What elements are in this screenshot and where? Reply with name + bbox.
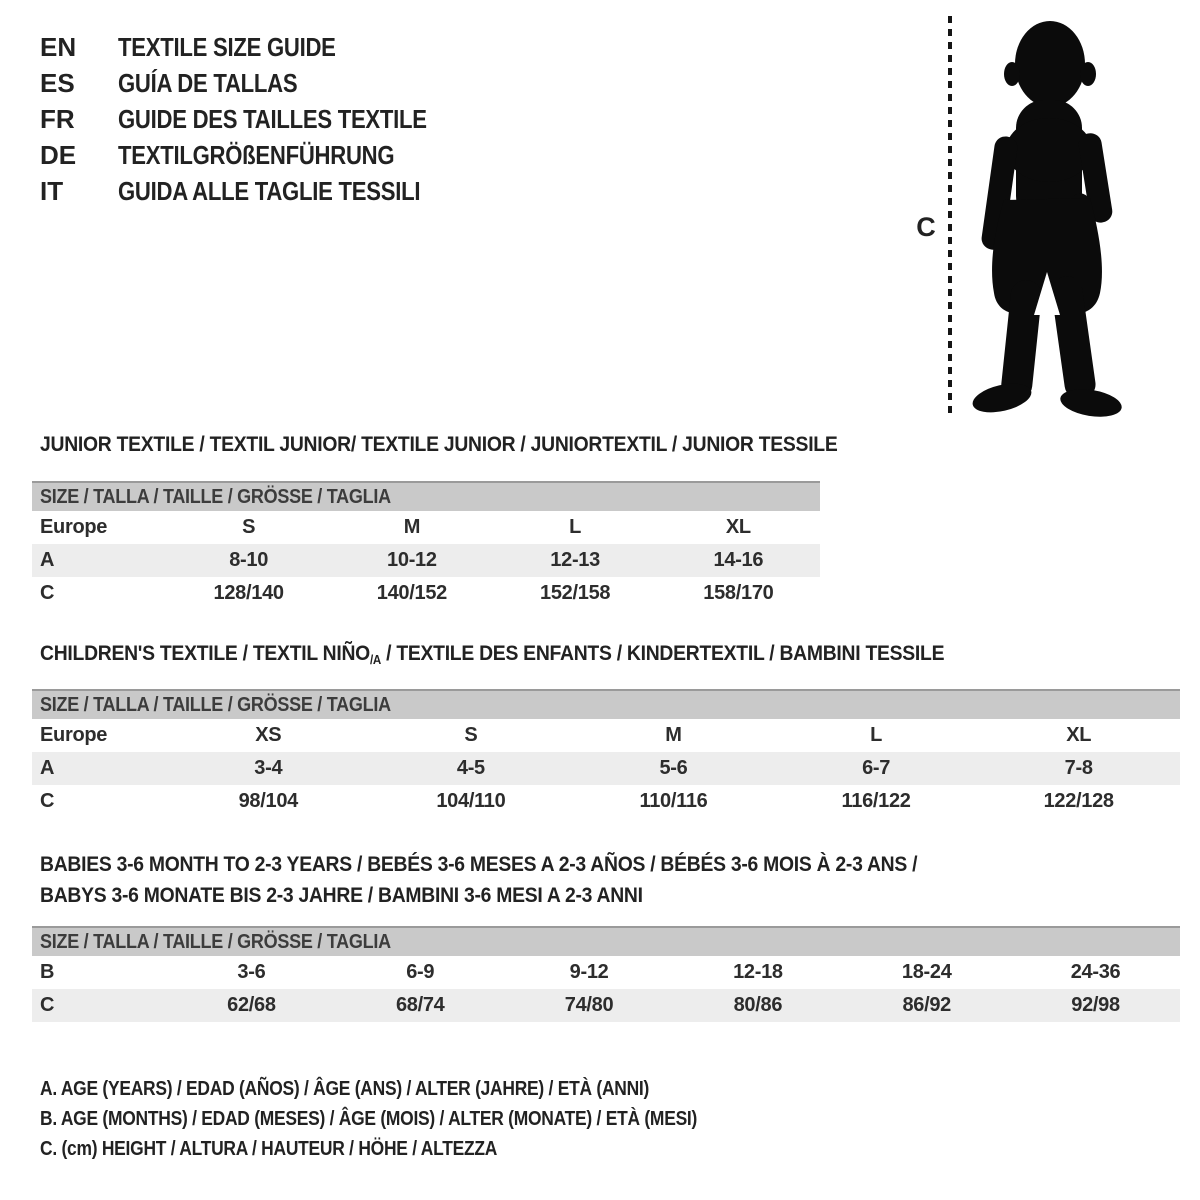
age-cell: 4-5	[456, 757, 485, 779]
children-size-table	[32, 689, 1180, 818]
size-cell: L	[870, 724, 883, 746]
height-measure-label: C	[916, 212, 936, 242]
height-cell: 104/110	[436, 790, 506, 812]
table-row-age	[32, 544, 820, 577]
junior-section-title: JUNIOR TEXTILE / TEXTIL JUNIOR/ TEXTILE JUNIOR / JUNIORTEXTIL / JUNIOR TESSILE	[40, 432, 838, 456]
table-row-months	[32, 956, 1180, 989]
size-band: SIZE / TALLA / TAILLE / GRÖSSE / TAGLIA	[32, 926, 1180, 956]
height-cell: 116/122	[841, 790, 911, 812]
months-cell: 9-12	[569, 961, 609, 983]
row-label: Europe	[40, 724, 108, 746]
size-cell: M	[665, 724, 682, 746]
age-cell: 7-8	[1064, 757, 1093, 779]
lang-row-fr	[40, 101, 481, 137]
toddler-silhouette-icon	[958, 12, 1140, 420]
legend	[40, 1074, 813, 1164]
height-measure-dashed-line	[948, 16, 952, 418]
lang-code: IT	[40, 175, 64, 206]
lang-code: DE	[40, 139, 77, 170]
height-cell: 74/80	[564, 994, 614, 1016]
age-cell: 12-13	[550, 549, 600, 571]
table-row-europe	[32, 511, 820, 544]
age-cell: 8-10	[229, 549, 269, 571]
table-row-europe	[32, 719, 1180, 752]
children-section-title: CHILDREN'S TEXTILE / TEXTIL NIÑO/A / TEXTILE DES ENFANTS / KINDERTEXTIL / BAMBINI TESSILE	[40, 641, 945, 667]
table-row-age	[32, 752, 1180, 785]
height-cell: 128/140	[213, 582, 284, 604]
lang-title: GUÍA DE TALLAS	[118, 67, 298, 98]
size-cell: S	[464, 724, 478, 746]
lang-code: ES	[40, 67, 75, 98]
babies-section-title: BABIES 3-6 MONTH TO 2-3 YEARS / BEBÉS 3-6 MESES A 2-3 AÑOS / BÉBÉS 3-6 MOIS À 2-3 ANS / BABYS 3-6 MONATE BIS 2-3 JAHRE / BAMBINI 3-6 MESI A 2-3 ANNI	[40, 852, 918, 907]
lang-row-it	[40, 173, 481, 209]
lang-code: FR	[40, 103, 75, 134]
height-cell: 110/116	[639, 790, 708, 812]
row-label: B	[40, 961, 55, 983]
title-subscript: /A	[369, 651, 382, 667]
row-label: A	[40, 757, 55, 779]
junior-size-table	[32, 481, 820, 610]
size-cell: XL	[725, 516, 751, 538]
months-cell: 6-9	[406, 961, 435, 983]
lang-title: GUIDE DES TAILLES TEXTILE	[118, 103, 427, 134]
age-cell: 14-16	[713, 549, 764, 571]
months-cell: 12-18	[733, 961, 783, 983]
age-cell: 3-4	[254, 757, 283, 779]
height-cell: 86/92	[902, 994, 951, 1016]
legend-line-age-years: A. AGE (YEARS) / EDAD (AÑOS) / ÂGE (ANS) / ALTER (JAHRE) / ETÀ (ANNI)	[40, 1077, 650, 1100]
size-band: SIZE / TALLA / TAILLE / GRÖSSE / TAGLIA	[32, 481, 820, 511]
lang-row-en	[40, 29, 481, 65]
row-label: Europe	[40, 516, 108, 538]
height-cell: 158/170	[703, 582, 774, 604]
language-title-list	[40, 29, 481, 209]
table-row-height	[32, 989, 1180, 1022]
size-cell: L	[569, 516, 582, 538]
height-cell: 68/74	[395, 994, 445, 1016]
size-cell: M	[403, 516, 421, 538]
lang-row-es	[40, 65, 481, 101]
row-label: C	[40, 582, 55, 604]
months-cell: 24-36	[1070, 961, 1121, 983]
lang-title: TEXTILE SIZE GUIDE	[118, 31, 336, 62]
months-cell: 3-6	[237, 961, 266, 983]
height-cell: 80/86	[733, 994, 783, 1016]
height-cell: 140/152	[376, 582, 447, 604]
height-cell: 122/128	[1043, 790, 1114, 812]
age-cell: 6-7	[862, 757, 891, 779]
size-cell: XL	[1066, 724, 1092, 746]
lang-title: GUIDA ALLE TAGLIE TESSILI	[118, 175, 421, 206]
height-cell: 152/158	[540, 582, 611, 604]
size-cell: XS	[255, 724, 282, 746]
months-cell: 18-24	[901, 961, 952, 983]
size-cell: S	[242, 516, 256, 538]
table-row-height	[32, 577, 820, 610]
age-cell: 5-6	[659, 757, 688, 779]
lang-code: EN	[40, 31, 77, 62]
size-band: SIZE / TALLA / TAILLE / GRÖSSE / TAGLIA	[32, 689, 1180, 719]
row-label: A	[40, 549, 55, 571]
table-row-height	[32, 785, 1180, 818]
row-label: C	[40, 790, 55, 812]
age-cell: 10-12	[387, 549, 437, 571]
legend-line-age-months: B. AGE (MONTHS) / EDAD (MESES) / ÂGE (MOIS) / ALTER (MONATE) / ETÀ (MESI)	[40, 1107, 698, 1130]
row-label: C	[40, 994, 55, 1016]
height-cell: 98/104	[238, 790, 298, 812]
lang-row-de	[40, 137, 481, 173]
legend-line-height: C. (cm) HEIGHT / ALTURA / HAUTEUR / HÖHE / ALTEZZA	[40, 1137, 498, 1160]
height-cell: 62/68	[227, 994, 276, 1016]
height-cell: 92/98	[1071, 994, 1120, 1016]
babies-size-table	[32, 926, 1180, 1022]
lang-title: TEXTILGRÖßENFÜHRUNG	[118, 139, 395, 170]
